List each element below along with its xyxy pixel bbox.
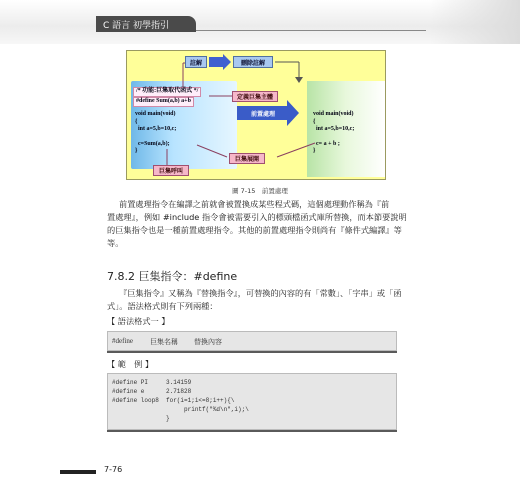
macro-call-label: 巨集呼叫: [153, 165, 189, 176]
para-line: 前置處理指令在編譯之前就會被置換成某些程式碼，這個處理動作稱為『前: [119, 199, 390, 209]
footer-bar: [60, 470, 96, 474]
right-code-line: [313, 134, 354, 141]
para-line: 等。: [107, 238, 124, 248]
left-code-line: int a=5,b=10,c;: [138, 126, 177, 132]
paragraph-1: [107, 198, 407, 250]
figure-caption: 圖 7-15 前置處理: [232, 187, 288, 195]
syntax-replacement: 替換內容: [194, 338, 222, 346]
right-code-expanded: c= a + b ;: [316, 140, 340, 147]
syntax-label: 【 語法格式一 】: [107, 316, 170, 326]
left-code-call: c=Sum(a,b);: [138, 140, 170, 147]
code-define-line: #define Sum(a,b) a+b: [133, 97, 194, 107]
right-code-line: {: [313, 118, 316, 125]
syntax-macro-name: 巨集名稱: [150, 338, 178, 346]
figure-preprocess-diagram: [126, 50, 386, 180]
preprocess-label: 前置處理: [250, 111, 275, 118]
left-code-line: void main(void): [135, 111, 176, 117]
para-line: 置處理』，例如 #include 指令會被需要引入的標頭檔函式庫所替換，而本節要說明: [107, 212, 407, 222]
comment-label: 註解: [185, 56, 207, 68]
left-code-block: [135, 111, 176, 156]
right-code-line: void main(void): [313, 111, 354, 117]
right-code-line: int a=5,b=10,c;: [316, 126, 355, 132]
para-line: 『巨集指令』又稱為『替換指令』，可替換的內容的有「常數」、「字串」或「函: [119, 288, 402, 298]
left-code-line: }: [135, 148, 138, 154]
header-fade: [430, 0, 520, 44]
example-code-line: }: [112, 415, 170, 422]
para-line: 式」。語法格式則有下列兩種：: [107, 301, 218, 311]
syntax-keyword: #define: [112, 337, 133, 345]
section-title: 7.8.2 巨集指令：#define: [107, 270, 238, 283]
left-code-line: [135, 134, 176, 141]
page-number: 7-76: [104, 465, 123, 474]
header-title: C 語言 初學指引: [103, 21, 170, 31]
macro-expand-label: 巨集展開: [229, 153, 265, 164]
macro-definition-label: 定義巨集主體: [232, 91, 278, 102]
right-code-line: }: [313, 148, 316, 154]
syntax-box: [107, 331, 397, 351]
example-label: 【 範 例 】: [107, 359, 154, 369]
example-code-line: printf("%d\n",i);\: [112, 406, 249, 413]
example-code-line: #define loop8 for(i=1;i<=8;i++){\: [112, 397, 235, 404]
code-comment-line: /* 功能:巨集取代函式 */: [133, 87, 201, 97]
remove-comment-label: 刪除註解: [233, 56, 273, 68]
para-line: 的巨集指令也是一種前置處理指令。其他的前置處理指令則尚有『條件式編譯』等: [107, 225, 402, 235]
example-code-box: [107, 373, 397, 430]
example-code-line: #define PI 3.14159: [112, 379, 192, 386]
right-code-block: [313, 111, 354, 156]
example-code-line: #define e 2.71828: [112, 388, 192, 395]
paragraph-2: [107, 287, 407, 313]
left-code-line: {: [135, 118, 138, 125]
